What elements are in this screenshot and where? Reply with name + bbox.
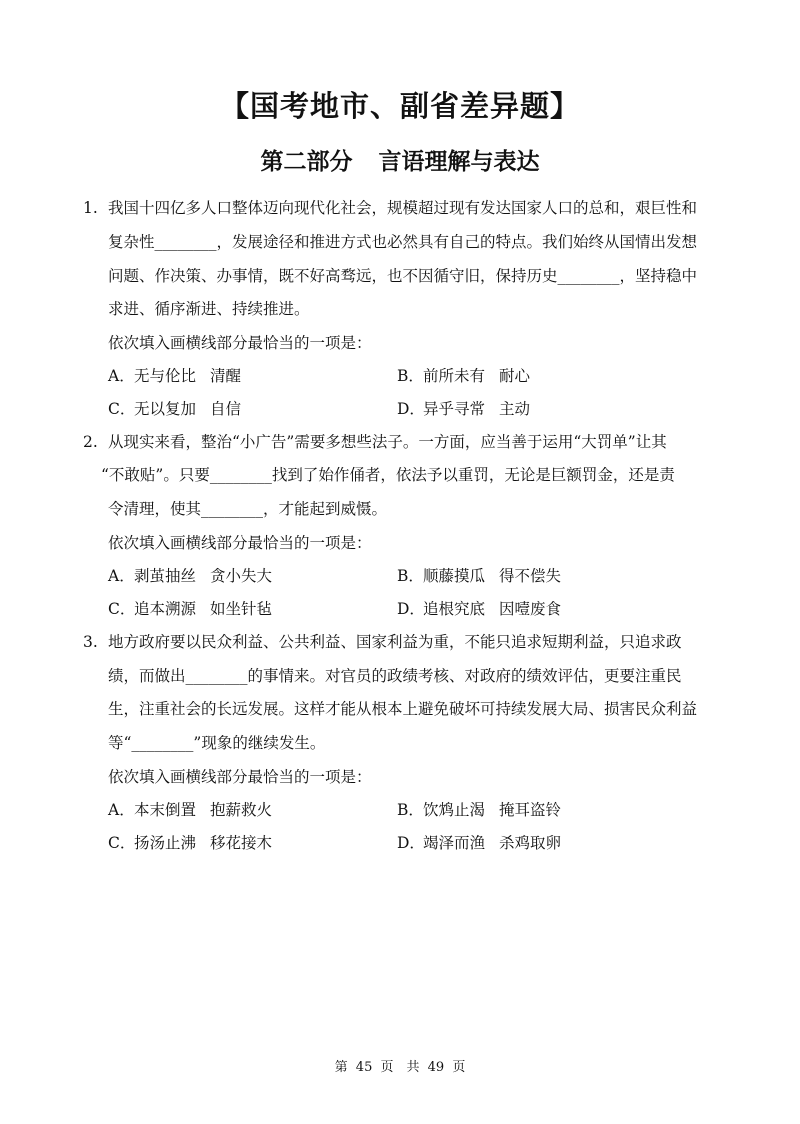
option-word-2: 耐心 <box>499 367 531 385</box>
option-word-1: 前所未有 <box>423 367 486 385</box>
option-word-2: 主动 <box>499 400 531 418</box>
question-text-line: 从现实来看，整治“小广告”需要多想些法子。一方面，应当善于运用“大罚单”让其 <box>108 433 667 451</box>
question-text-line: 我国十四亿多人口整体迈向现代化社会，规模超过现有发达国家人口的总和，艰巨性和 <box>108 199 698 217</box>
option-letter: C． <box>108 400 136 418</box>
option-letter: C． <box>108 834 136 852</box>
option-a <box>108 366 241 386</box>
option-word-2: 得不偿失 <box>499 567 562 585</box>
option-d <box>397 399 530 419</box>
question-number: 3. <box>83 633 98 651</box>
question-text-line: 复杂性________，发展途径和推进方式也必然具有自己的特点。我们始终从国情出发想 <box>108 233 698 251</box>
option-word-1: 追根究底 <box>423 600 486 618</box>
option-word-2: 自信 <box>210 400 242 418</box>
question-text-line: 等“________”现象的继续发生。 <box>108 734 326 752</box>
option-word-1: 竭泽而渔 <box>423 834 486 852</box>
option-letter: D． <box>397 400 425 418</box>
option-word-1: 顺藤摸瓜 <box>423 567 486 585</box>
footer-middle: 页 共 <box>380 1060 420 1075</box>
option-letter: A． <box>108 367 135 385</box>
footer-prefix: 第 <box>334 1060 348 1075</box>
current-page-number: 45 <box>355 1060 373 1075</box>
total-page-count: 49 <box>427 1060 445 1075</box>
question-text-line: “不敢贴”。只要________找到了始作俑者，依法予以重罚，无论是巨额罚金，还是责 <box>101 466 675 484</box>
option-word-2: 抱薪救火 <box>210 801 273 819</box>
option-letter: B． <box>397 567 424 585</box>
question-text-line: 地方政府要以民众利益、公共利益、国家利益为重，不能只追求短期利益，只追求政 <box>108 633 682 651</box>
option-word-1: 无与伦比 <box>134 367 197 385</box>
option-c <box>108 833 272 853</box>
option-word-2: 掩耳盗铃 <box>499 801 562 819</box>
question-text-line: 令清理，使其________，才能起到威慑。 <box>108 500 388 518</box>
option-a <box>108 800 272 820</box>
option-d <box>397 833 561 853</box>
option-b <box>397 566 561 586</box>
footer-suffix: 页 <box>452 1060 466 1075</box>
option-letter: D． <box>397 600 425 618</box>
question-text-line: 问题、作决策、办事情，既不好高骛远，也不因循守旧，保持历史________，坚持稳中 <box>108 267 698 285</box>
question-prompt: 依次填入画横线部分最恰当的一项是： <box>108 334 372 352</box>
option-letter: B． <box>397 367 424 385</box>
option-letter: B． <box>397 801 424 819</box>
option-letter: A． <box>108 801 135 819</box>
option-word-2: 移花接木 <box>210 834 273 852</box>
option-word-2: 如坐针毡 <box>210 600 273 618</box>
option-word-1: 追本溯源 <box>134 600 197 618</box>
question-text-line: 绩，而做出________的事情来。对官员的政绩考核、对政府的绩效评估，更要注重民 <box>108 667 682 685</box>
question-text-line: 生，注重社会的长远发展。这样才能从根本上避免破坏可持续发展大局、损害民众利益 <box>108 700 698 718</box>
document-title: 【国考地市、副省差异题】 <box>219 89 580 123</box>
question-prompt: 依次填入画横线部分最恰当的一项是： <box>108 768 372 786</box>
option-b <box>397 366 530 386</box>
option-word-2: 贪小失大 <box>210 567 273 585</box>
option-word-1: 剥茧抽丝 <box>134 567 197 585</box>
section-heading <box>0 143 800 176</box>
option-word-1: 饮鸩止渴 <box>423 801 486 819</box>
question-number: 2. <box>83 433 98 451</box>
option-word-2: 清醒 <box>210 367 242 385</box>
option-letter: C． <box>108 600 136 618</box>
option-letter: D． <box>397 834 425 852</box>
option-word-1: 异乎寻常 <box>423 400 486 418</box>
section-name: 言语理解与表达 <box>378 149 540 175</box>
option-a <box>108 566 272 586</box>
option-c <box>108 399 241 419</box>
page-footer <box>0 1056 800 1075</box>
option-word-1: 无以复加 <box>134 400 197 418</box>
question-number: 1. <box>83 199 98 217</box>
question-text-line: 求进、循序渐进、持续推进。 <box>108 300 310 318</box>
option-d <box>397 599 561 619</box>
section-part: 第二部分 <box>260 149 353 175</box>
option-c <box>108 599 272 619</box>
question-prompt: 依次填入画横线部分最恰当的一项是： <box>108 534 372 552</box>
option-b <box>397 800 561 820</box>
option-word-1: 扬汤止沸 <box>134 834 197 852</box>
option-word-1: 本末倒置 <box>134 801 197 819</box>
option-letter: A． <box>108 567 135 585</box>
option-word-2: 因噎废食 <box>499 600 562 618</box>
option-word-2: 杀鸡取卵 <box>499 834 562 852</box>
